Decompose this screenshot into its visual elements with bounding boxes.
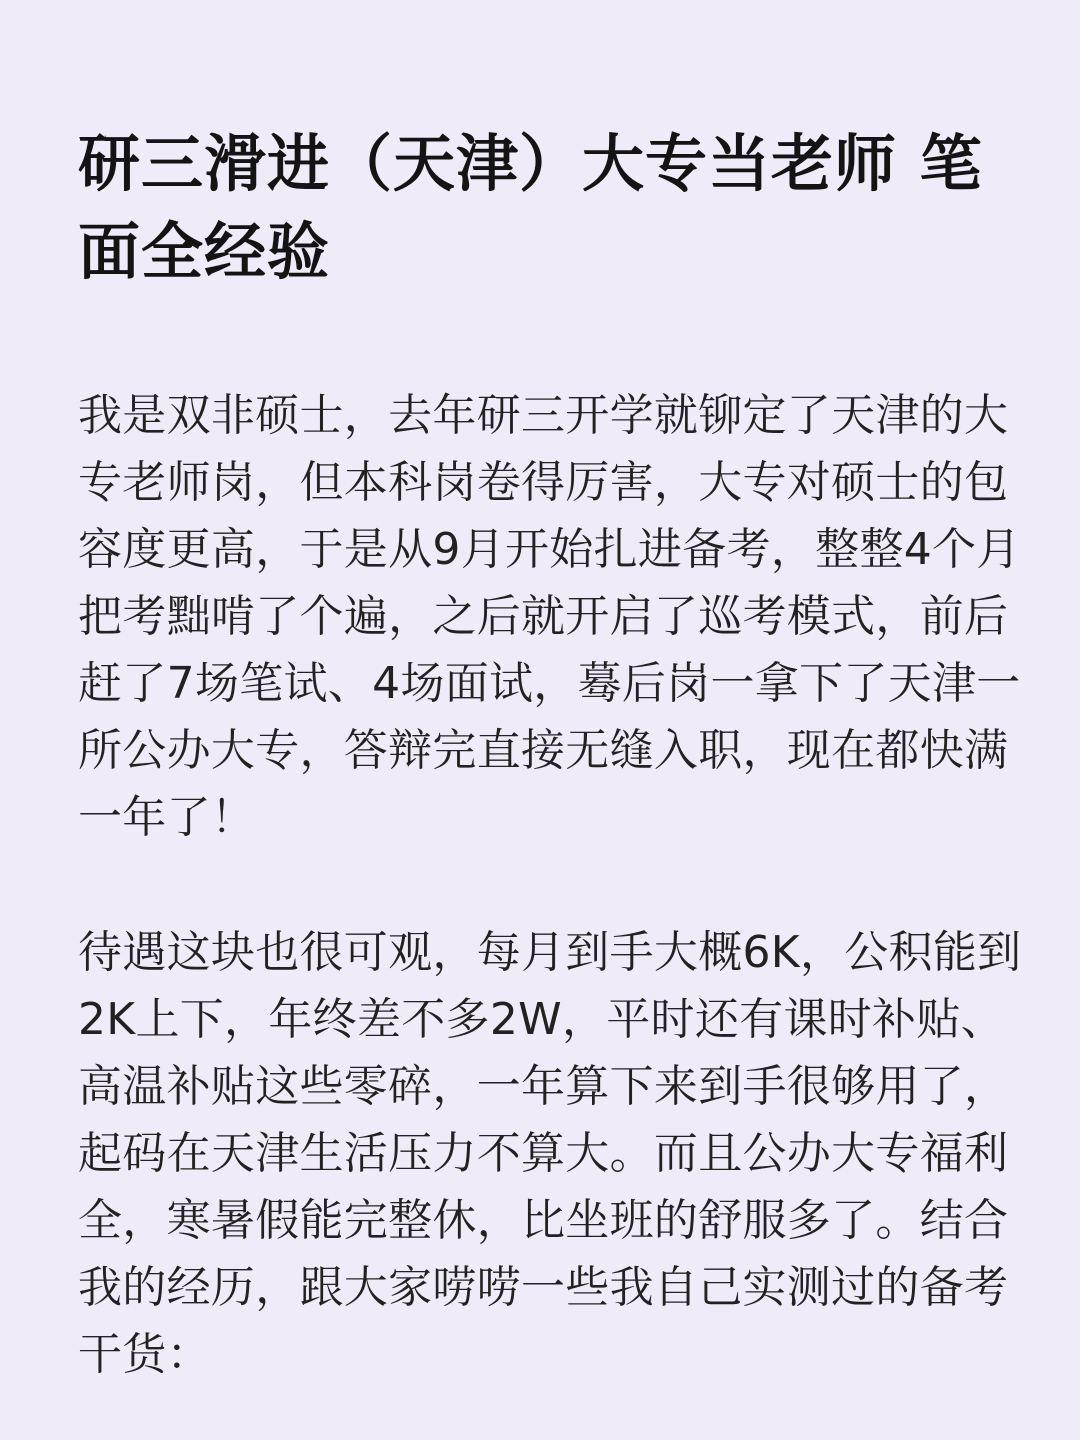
salary-paragraph: 待遇这块也很可观，每月到手大概6K，公积能到2K上下，年终差不多2W，平时还有课时补贴、高温补贴这些零碎，一年算下来到手很够用了，起码在天津生活压力不算大。而且公办大专福利全，寒暑假能完整休，比坐班的舒服多了。结合我的经历，跟大家唠唠一些我自己实测过的备考干货：: [78, 927, 1022, 1380]
intro-paragraph: 我是双非硕士，去年研三开学就铆定了天津的大专老师岗，但本科岗卷得厉害，大专对硕士的包容度更高，于是从9月开始扎进备考，整整4个月把考黜啃了个遍，之后就开启了巡考模式，前后赶了7场笔试、4场面试，蓦后岗一拿下了天津一所公办大专，答辩完直接无缝入职，现在都快满一年了！: [78, 390, 1021, 843]
post-title: 研三滑进（天津）大专当老师 笔面全经验: [78, 127, 983, 288]
